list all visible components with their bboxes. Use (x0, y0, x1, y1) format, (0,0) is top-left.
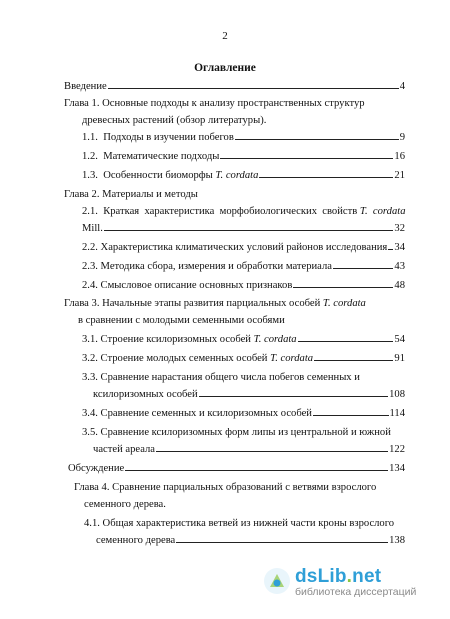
toc-entry-text: Глава 2. Материалы и методы (64, 189, 198, 200)
toc-entry (78, 314, 285, 327)
toc-entry (64, 80, 405, 93)
toc-page-number: 21 (394, 170, 405, 181)
toc-entry (96, 534, 405, 547)
toc-entry-species: T. cordata (322, 298, 366, 309)
toc-entry-text: Обсуждение (68, 463, 125, 474)
toc-entry-text: древесных растений (обзор литературы). (82, 115, 267, 126)
toc-leader-line (125, 470, 388, 471)
toc-leader-line (333, 268, 393, 269)
toc-leader-line (176, 542, 388, 543)
toc-entry (82, 371, 360, 384)
toc-leader-line (104, 230, 394, 231)
toc-page-number: 43 (394, 261, 405, 272)
toc-entry (93, 443, 405, 456)
toc-page-number: 122 (389, 444, 405, 455)
toc-page-number: 4 (399, 81, 405, 92)
toc-leader-line (220, 158, 393, 159)
toc-entry-text: Глава 1. Основные подходы к анализу пространственных структур (64, 98, 365, 109)
toc-entry (82, 222, 405, 235)
toc-entry-text: Mill. (82, 223, 103, 234)
toc-entry-text: 3.3. Сравнение нарастания общего числа побегов семенных и (82, 372, 360, 383)
toc-entry-text: Введение (64, 81, 107, 92)
toc-page-number: 108 (389, 389, 405, 400)
toc-page-number: 134 (389, 463, 405, 474)
toc-leader-line (388, 249, 393, 250)
toc-entry-text: 2.1. Краткая характеристика морфобиологических свойств (82, 206, 360, 217)
page-title: Оглавление (194, 62, 256, 74)
toc-entry (82, 333, 405, 346)
toc-entry-text: 2.4. Смысловое описание основных признаков (82, 280, 293, 291)
toc-page-number: 48 (394, 280, 405, 291)
toc-entry-text: 4.1. Общая характеристика ветвей из нижней части кроны взрослого (84, 518, 395, 529)
toc-page-number: 16 (394, 151, 405, 162)
toc-leader-line (314, 360, 393, 361)
toc-entry-text: 2.2. Характеристика климатических условий районов исследования (82, 242, 388, 253)
toc-entry (64, 188, 198, 201)
toc-leader-line (298, 341, 394, 342)
toc-leader-line (259, 177, 393, 178)
toc-entry (82, 279, 405, 292)
toc-entry-text: Глава 3. Начальные этапы развития парциальных особей (64, 298, 323, 309)
toc-entry (93, 388, 405, 401)
watermark-subtitle: библиотека диссертаций (295, 586, 417, 598)
toc-entry (82, 169, 405, 182)
toc-page-number: 91 (394, 353, 405, 364)
toc-page-number: 54 (394, 334, 405, 345)
toc-entry (82, 150, 405, 163)
toc-entry (64, 97, 365, 110)
toc-entry-species: T. cordata (270, 353, 314, 364)
toc-entry (82, 241, 405, 254)
toc-page-number: 9 (399, 132, 405, 143)
toc-entry (82, 114, 266, 127)
toc-entry (82, 407, 405, 420)
toc-page-number: 114 (389, 408, 405, 419)
toc-entry-text: 3.1. Строение ксилоризомных особей (82, 334, 254, 345)
toc-entry-text: 3.2. Строение молодых семенных особей (82, 353, 271, 364)
page-number: 2 (222, 30, 228, 42)
toc-entry (84, 498, 166, 511)
toc-entry (64, 297, 366, 310)
toc-entry-species: T. cordata (215, 170, 259, 181)
toc-entry (84, 517, 394, 530)
toc-entry-species: T. cordata (253, 334, 297, 345)
toc-entry-text: 2.3. Методика сбора, измерения и обработки материала (82, 261, 332, 272)
toc-entry-text: 1.2. Математические подходы (82, 151, 220, 162)
toc-entry-text: 1.1. Подходы в изучении побегов (82, 132, 234, 143)
toc-leader-line (199, 396, 388, 397)
toc-entry-text: семенного дерева. (84, 499, 166, 510)
toc-entry (68, 462, 405, 475)
toc-entry (82, 131, 405, 144)
toc-entry-text: частей ареала (93, 444, 155, 455)
toc-page-number: 138 (389, 535, 405, 546)
toc-entry-text: ксилоризомных особей (93, 389, 198, 400)
toc-entry-text: в сравнении с молодыми семенными особями (78, 315, 285, 326)
toc-leader-line (313, 415, 389, 416)
dslib-badge-icon (262, 566, 292, 596)
toc-entry (82, 260, 405, 273)
toc-entry (82, 205, 406, 218)
toc-entry-species: T. cordata (359, 206, 406, 217)
watermark-logo: dsLib.net (295, 566, 382, 587)
toc-entry-text: 1.3. Особенности биоморфы (82, 170, 216, 181)
toc-entry-text: семенного дерева (96, 535, 176, 546)
toc-entry-text: Глава 4. Сравнение парциальных образований с ветвями взрослого (74, 482, 377, 493)
toc-page-number: 34 (394, 242, 405, 253)
toc-page-number: 32 (394, 223, 405, 234)
toc-leader-line (235, 139, 399, 140)
toc-leader-line (156, 451, 388, 452)
toc-entry (74, 481, 376, 494)
toc-entry-text: 3.5. Сравнение ксилоризомных форм липы из центральной и южной (82, 427, 391, 438)
toc-leader-line (108, 88, 399, 89)
toc-entry (82, 352, 405, 365)
toc-entry (82, 426, 391, 439)
toc-leader-line (293, 287, 393, 288)
toc-entry-text: 3.4. Сравнение семенных и ксилоризомных особей (82, 408, 312, 419)
watermark (295, 566, 445, 598)
